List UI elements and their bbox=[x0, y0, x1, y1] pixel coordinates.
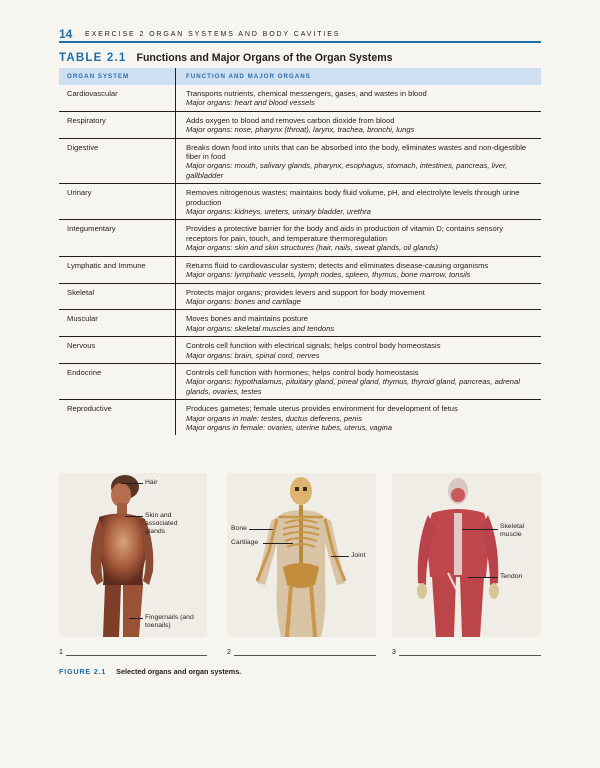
answer-line[interactable] bbox=[66, 649, 207, 656]
function-text: Adds oxygen to blood and removes carbon dioxide from blood bbox=[186, 115, 395, 125]
major-organs-text: Major organs: skin and skin structures (hair, nails, sweat glands, oil glands) bbox=[186, 243, 438, 253]
figure-panel-1 bbox=[59, 473, 207, 637]
organ-system-cell: Cardiovascular bbox=[67, 89, 118, 98]
table-row bbox=[59, 283, 541, 310]
organ-system-cell: Respiratory bbox=[67, 115, 106, 125]
function-cell bbox=[175, 220, 541, 255]
figure-panel-2 bbox=[227, 473, 376, 637]
table-row bbox=[59, 363, 541, 399]
table-row bbox=[59, 111, 541, 138]
major-organs-text: Major organs: bones and cartilage bbox=[186, 296, 301, 306]
function-cell bbox=[175, 85, 541, 111]
tendon-leader-line bbox=[468, 577, 498, 578]
function-cell bbox=[175, 112, 541, 138]
organ-system-cell: Reproductive bbox=[67, 404, 112, 414]
figure-caption-text: Selected organs and organ systems. bbox=[116, 667, 242, 676]
major-organs-text: Major organs: heart and blood vessels bbox=[186, 98, 315, 108]
answer-blank-2[interactable] bbox=[227, 649, 376, 656]
table-row bbox=[59, 85, 541, 111]
callout-joint: Joint bbox=[351, 552, 366, 559]
major-organs-text: Major organs: hypothalamus, pituitary gland, pineal gland, thymus, thyroid gland, pancreas, adrenal glands, ovaries, testes bbox=[186, 377, 520, 396]
major-organs-text: Major organs: kidneys, ureters, urinary bladder, urethra bbox=[186, 207, 371, 217]
answer-number: 2 bbox=[227, 649, 231, 656]
table-caption: Functions and Major Organs of the Organ Systems bbox=[136, 52, 393, 64]
major-organs-text: Major organs: brain, spinal cord, nerves bbox=[186, 350, 320, 360]
function-text: Controls cell function with hormones; helps control body homeostasis bbox=[186, 367, 419, 377]
hair-leader-line bbox=[121, 483, 143, 484]
fingernails-leader-line bbox=[129, 618, 143, 619]
organ-system-cell: Integumentary bbox=[67, 224, 116, 234]
callout-hair: Hair bbox=[145, 479, 158, 486]
organ-system-cell: Urinary bbox=[67, 188, 92, 198]
major-organs-text: Major organs in female: ovaries, uterine tubes, uterus, vagina bbox=[186, 422, 392, 432]
table-header bbox=[59, 68, 541, 85]
cartilage-leader-line bbox=[263, 543, 293, 544]
function-text: Controls cell function with electrical signals; helps control body homeostasis bbox=[186, 341, 441, 351]
table-label: TABLE 2.1 bbox=[59, 52, 127, 64]
column-header-organ-system: ORGAN SYSTEM bbox=[67, 73, 130, 80]
table-row bbox=[59, 309, 541, 336]
function-text: Moves bones and maintains posture bbox=[186, 314, 308, 324]
table-title bbox=[59, 52, 393, 64]
organ-system-cell: Muscular bbox=[67, 314, 98, 324]
function-text: Protects major organs; provides levers and support for body movement bbox=[186, 287, 425, 297]
bone-leader-line bbox=[249, 529, 273, 530]
figure-2-1 bbox=[59, 473, 541, 673]
table-row bbox=[59, 183, 541, 219]
table-row bbox=[59, 219, 541, 255]
figure-panel-3 bbox=[392, 473, 541, 637]
function-text: Produces gametes; female uterus provides environment for development of fetus bbox=[186, 404, 458, 414]
major-organs-text: Major organs: lymphatic vessels, lymph nodes, spleen, thymus, bone marrow, tonsils bbox=[186, 270, 471, 280]
table-row bbox=[59, 138, 541, 184]
answer-blank-1[interactable] bbox=[59, 649, 207, 656]
major-organs-text: Major organs: nose, pharynx (throat), larynx, trachea, bronchi, lungs bbox=[186, 125, 415, 135]
organ-system-cell: Lymphatic and Immune bbox=[67, 260, 146, 270]
table-row bbox=[59, 399, 541, 435]
function-cell bbox=[175, 284, 541, 310]
figure-caption bbox=[59, 667, 241, 676]
running-head bbox=[59, 27, 541, 43]
function-cell bbox=[175, 257, 541, 283]
callout-skin: Skin and associated glands bbox=[145, 512, 178, 535]
organ-system-cell: Nervous bbox=[67, 341, 96, 351]
callout-fingernails: Fingernails (and toenails) bbox=[145, 614, 194, 629]
callout-cartilage: Cartilage bbox=[231, 539, 259, 546]
organ-system-cell: Digestive bbox=[67, 142, 99, 152]
function-cell bbox=[175, 184, 541, 219]
major-organs-text: Major organs: skeletal muscles and tendons bbox=[186, 323, 335, 333]
callout-skeletal-muscle: Skeletal muscle bbox=[500, 523, 525, 538]
joint-leader-line bbox=[331, 556, 349, 557]
function-cell bbox=[175, 400, 541, 435]
column-header-function: FUNCTION AND MAJOR ORGANS bbox=[175, 68, 541, 85]
skeletal-muscle-leader-line bbox=[462, 529, 498, 530]
human-muscles-image bbox=[392, 473, 541, 637]
function-cell bbox=[175, 364, 541, 399]
organ-systems-table bbox=[59, 68, 541, 435]
function-text: Removes nitrogenous wastes; maintains body fluid volume, pH, and electrolyte levels through urine production bbox=[186, 188, 520, 207]
callout-bone: Bone bbox=[231, 525, 247, 532]
organ-system-cell: Endocrine bbox=[67, 367, 102, 377]
table-row bbox=[59, 256, 541, 283]
answer-number: 3 bbox=[392, 649, 396, 656]
running-title: EXERCISE 2 ORGAN SYSTEMS AND BODY CAVITIES bbox=[85, 31, 341, 38]
table-row bbox=[59, 336, 541, 363]
function-cell bbox=[175, 139, 541, 184]
function-text: Provides a protective barrier for the body and aids in production of vitamin D; contains sensory receptors for pain, touch, and temperature thermoregulation bbox=[186, 224, 503, 243]
major-organs-text: Major organs: mouth, salivary glands, pharynx, esophagus, stomach, intestines, pancreas, liver, gallbladder bbox=[186, 161, 508, 180]
function-text: Breaks down food into units that can be absorbed into the body, eliminates wastes and non-digestible fiber in food bbox=[186, 142, 527, 162]
function-cell bbox=[175, 310, 541, 336]
callout-tendon: Tendon bbox=[500, 573, 523, 580]
figure-label: FIGURE 2.1 bbox=[59, 667, 107, 676]
major-organs-text: Major organs in male: testes, ductus deferens, penis bbox=[186, 413, 363, 423]
answer-number: 1 bbox=[59, 649, 63, 656]
function-text: Returns fluid to cardiovascular system; detects and eliminates disease-causing organisms bbox=[186, 260, 489, 270]
organ-system-cell: Skeletal bbox=[67, 287, 95, 297]
answer-line[interactable] bbox=[399, 649, 541, 656]
human-body-skin-image bbox=[59, 473, 207, 637]
answer-line[interactable] bbox=[234, 649, 376, 656]
skin-leader-line bbox=[125, 516, 143, 517]
function-text: Transports nutrients, chemical messengers, gases, and wastes in blood bbox=[186, 89, 427, 98]
answer-blank-3[interactable] bbox=[392, 649, 541, 656]
function-cell bbox=[175, 337, 541, 363]
page-number: 14 bbox=[59, 27, 73, 41]
